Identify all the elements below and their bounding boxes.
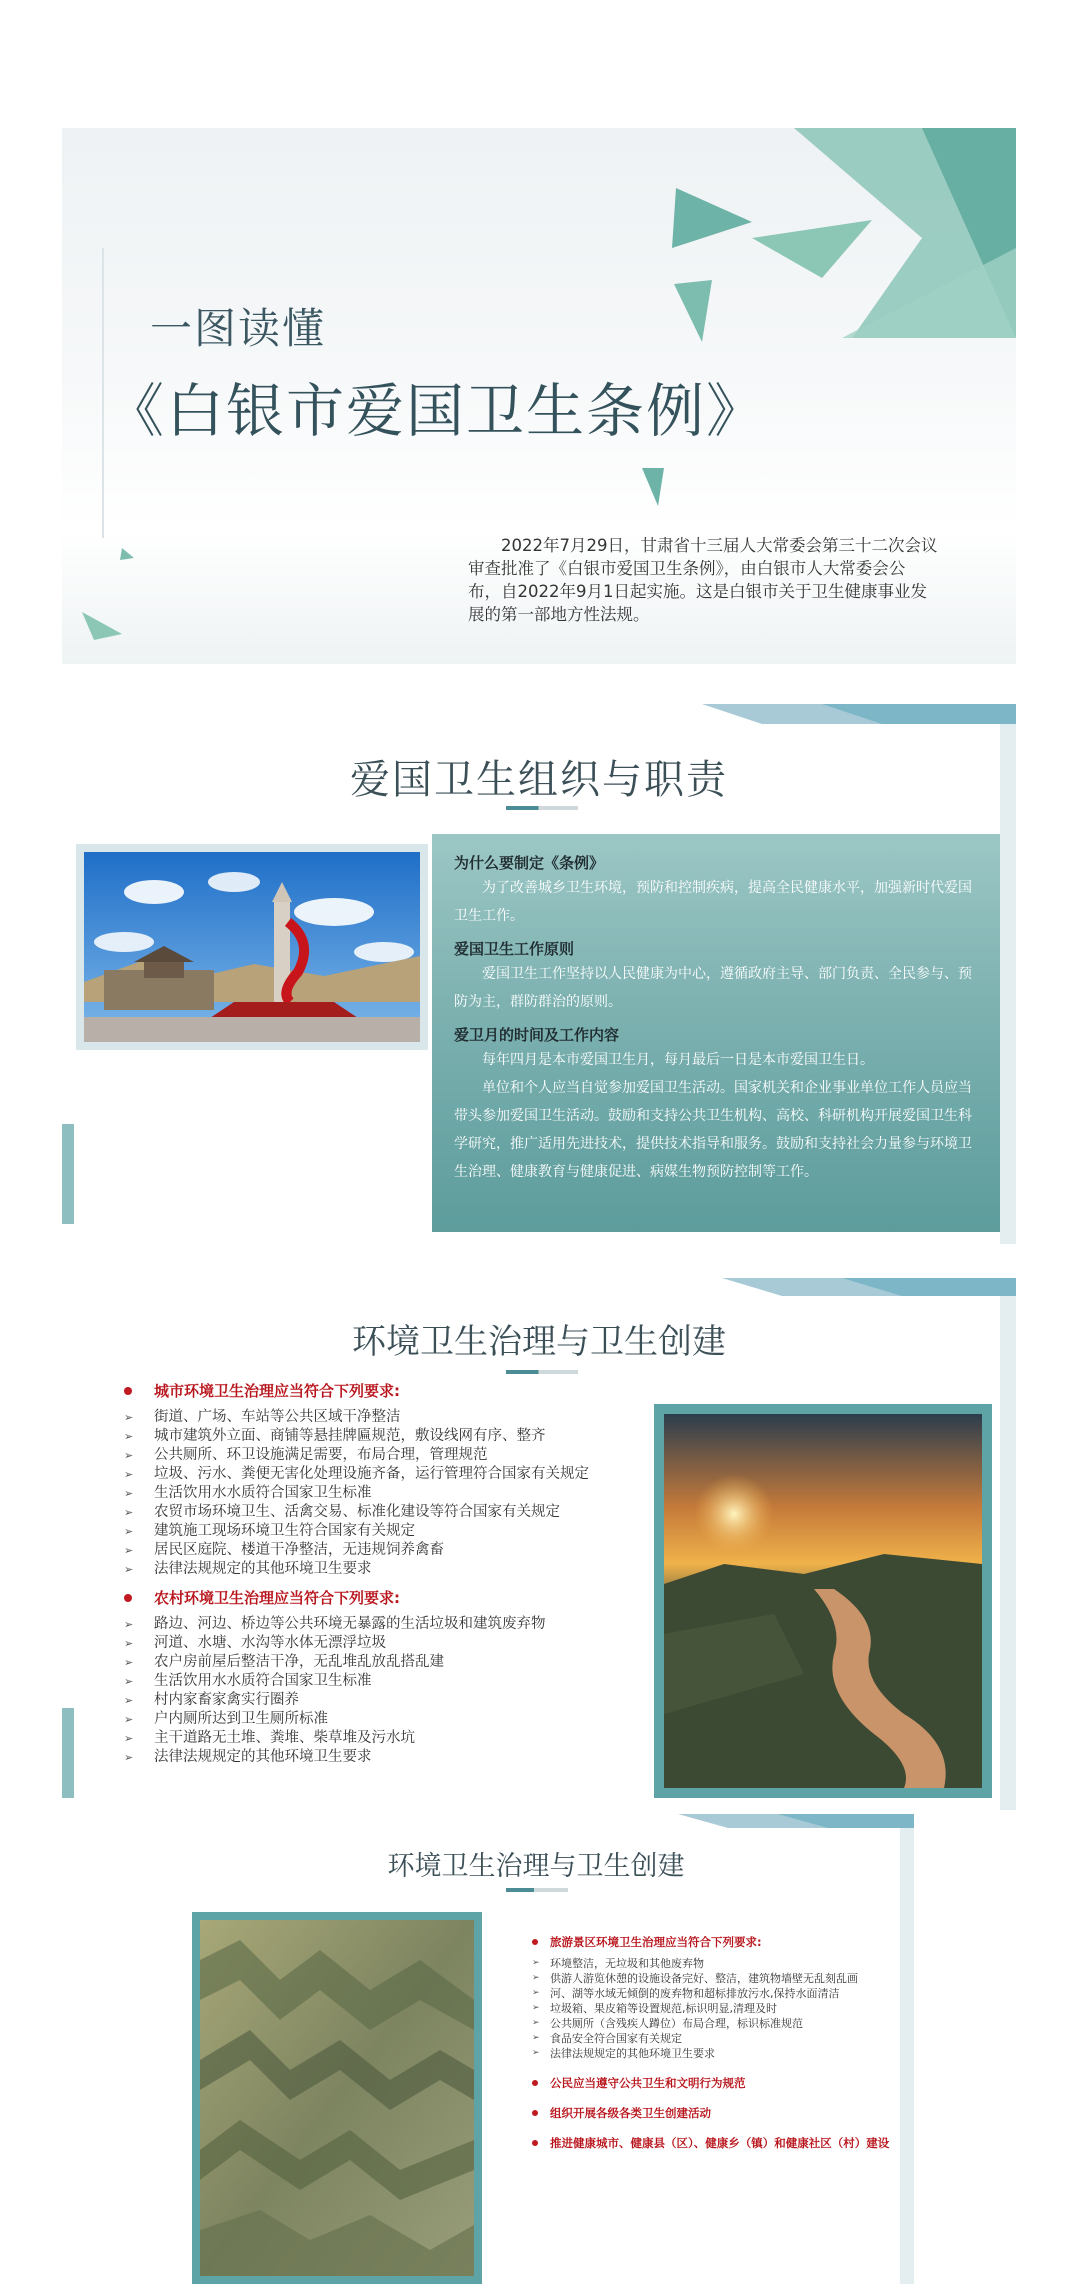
cover-title: 《白银市爱国卫生条例》 — [106, 377, 767, 445]
arrow-icon: ➢ — [532, 2003, 540, 2013]
title-underline — [506, 1370, 578, 1374]
urban-requirements-list — [116, 1408, 656, 1579]
arrow-icon: ➢ — [124, 1656, 134, 1669]
list-item: ➢ 河、湖等水域无倾倒的废弃物和超标排放污水,保持水面清洁 — [532, 1987, 840, 2000]
list-item: ➢ 法律法规规定的其他环境卫生要求 — [124, 1561, 372, 1577]
cover-slide — [62, 128, 1016, 664]
health-campaign-heading: 组织开展各级各类卫生创建活动 — [528, 2105, 896, 2121]
requirements-column — [116, 1380, 656, 1767]
civic-behavior-heading: 公民应当遵守公共卫生和文明行为规范 — [528, 2075, 896, 2091]
cover-lead-text: 2022年7月29日，甘肃省十三届人大常委会第三十二次会议审查批准了《白银市爱国卫生条例》，由白银市人大常委会公布，自2022年9月1日起实施。这是白银市关于卫生健康事业发展的第一部地方性法规。 — [468, 536, 938, 624]
canyon-photo-frame — [192, 1912, 482, 2284]
arrow-icon: ➢ — [124, 1751, 134, 1764]
arrow-icon: ➢ — [124, 1637, 134, 1650]
panel-text-principle: 爱国卫生工作坚持以人民健康为中心，遵循政府主导、部门负责、全民参与、预防为主，群防群治的原则。 — [454, 966, 972, 1010]
rural-requirements-list — [116, 1615, 656, 1767]
list-item: ➢ 农户房前屋后整洁干净，无乱堆乱放乱搭乱建 — [124, 1654, 444, 1670]
list-item: ➢ 垃圾箱、果皮箱等设置规范,标识明显,清理及时 — [532, 2002, 777, 2015]
list-item: ➢ 城市建筑外立面、商铺等悬挂牌匾规范，敷设线网有序、整齐 — [124, 1428, 546, 1444]
list-item: ➢ 生活饮用水水质符合国家卫生标准 — [124, 1485, 372, 1501]
arrow-icon: ➢ — [124, 1468, 134, 1481]
urban-requirements-heading: 城市环境卫生治理应当符合下列要求: — [116, 1380, 656, 1402]
arrow-icon: ➢ — [532, 2033, 540, 2043]
rural-requirements-heading: 农村环境卫生治理应当符合下列要求: — [116, 1587, 656, 1609]
arrow-icon: ➢ — [532, 2048, 540, 2058]
healthy-city-heading: 推进健康城市、健康县（区）、健康乡（镇）和健康社区（村）建设 — [528, 2135, 896, 2151]
list-item: ➢ 户内厕所达到卫生厕所标准 — [124, 1711, 328, 1727]
section-title: 爱国卫生组织与职责 — [350, 757, 728, 803]
panel-text-participation: 单位和个人应当自觉参加爱国卫生活动。国家机关和企业事业单位工作人员应当带头参加爱国卫生活动。鼓励和支持公共卫生机构、高校、科研机构开展爱国卫生科学研究，推广适用先进技术，提供技术指导和服务。鼓励和支持社会力量参与环境卫生治理、健康教育与健康促进、病媒生物预防控制等工作。 — [454, 1080, 972, 1180]
list-item: ➢ 食品安全符合国家有关规定 — [532, 2032, 682, 2045]
arrow-icon: ➢ — [532, 1988, 540, 1998]
info-panel — [432, 834, 1000, 1232]
arrow-icon: ➢ — [124, 1430, 134, 1443]
list-item: ➢ 主干道路无土堆、粪堆、柴草堆及污水坑 — [124, 1730, 415, 1746]
arrow-icon: ➢ — [124, 1487, 134, 1500]
panel-text-why: 为了改善城乡卫生环境，预防和控制疾病，提高全民健康水平，加强新时代爱国卫生工作。 — [454, 880, 972, 924]
arrow-icon: ➢ — [532, 2018, 540, 2028]
tourism-slide — [158, 1814, 914, 2284]
environment-slide — [62, 1278, 1016, 1810]
panel-heading-month: 爱卫月的时间及工作内容 — [454, 1026, 620, 1044]
arrow-icon: ➢ — [124, 1506, 134, 1519]
list-item: ➢ 公共厕所（含残疾人蹲位）布局合理，标识标准规范 — [532, 2017, 803, 2030]
list-item: ➢ 法律法规规定的其他环境卫生要求 — [532, 2047, 715, 2060]
list-item: ➢ 居民区庭院、楼道干净整洁，无违规饲养禽畜 — [124, 1542, 444, 1558]
title-underline — [506, 1888, 568, 1892]
list-item: ➢ 河道、水塘、水沟等水体无漂浮垃圾 — [124, 1635, 386, 1651]
list-item: ➢ 农贸市场环境卫生、活禽交易、标准化建设等符合国家有关规定 — [124, 1504, 560, 1520]
monument-photo — [84, 852, 420, 1042]
arrow-icon: ➢ — [124, 1544, 134, 1557]
organization-slide — [62, 704, 1016, 1244]
arrow-icon: ➢ — [124, 1694, 134, 1707]
arrow-icon: ➢ — [532, 1973, 540, 1983]
arrow-icon: ➢ — [124, 1411, 134, 1424]
list-item: ➢ 生活饮用水水质符合国家卫生标准 — [124, 1673, 372, 1689]
tourism-requirements-list — [528, 1956, 896, 2061]
list-item: ➢ 环境整洁，无垃圾和其他废弃物 — [532, 1957, 704, 1970]
list-item: ➢ 街道、广场、车站等公共区域干净整洁 — [124, 1409, 401, 1425]
section-title: 环境卫生治理与卫生创建 — [387, 1851, 685, 1882]
section-title: 环境卫生治理与卫生创建 — [352, 1322, 726, 1362]
river-photo-frame — [654, 1404, 992, 1798]
list-item: ➢ 村内家畜家禽实行圈养 — [124, 1692, 299, 1708]
arrow-icon: ➢ — [532, 1958, 540, 1968]
arrow-icon: ➢ — [124, 1732, 134, 1745]
panel-heading-principle: 爱国卫生工作原则 — [454, 940, 575, 958]
panel-heading-why: 为什么要制定《条例》 — [454, 854, 605, 872]
panel-text-month: 每年四月是本市爱国卫生月，每月最后一日是本市爱国卫生日。 — [482, 1052, 874, 1068]
list-item: ➢ 公共厕所、环卫设施满足需要，布局合理，管理规范 — [124, 1447, 488, 1463]
list-item: ➢ 路边、河边、桥边等公共环境无暴露的生活垃圾和建筑废弃物 — [124, 1616, 546, 1632]
tourism-requirements-column — [528, 1934, 896, 2151]
arrow-icon: ➢ — [124, 1618, 134, 1631]
list-item: ➢ 法律法规规定的其他环境卫生要求 — [124, 1749, 372, 1765]
list-item: ➢ 垃圾、污水、粪便无害化处理设施齐备，运行管理符合国家有关规定 — [124, 1466, 589, 1482]
canyon-landscape-photo — [200, 1920, 474, 2276]
arrow-icon: ➢ — [124, 1525, 134, 1538]
title-underline — [506, 806, 578, 810]
river-sunset-photo — [664, 1414, 982, 1788]
arrow-icon: ➢ — [124, 1449, 134, 1462]
list-item: ➢ 建筑施工现场环境卫生符合国家有关规定 — [124, 1523, 415, 1539]
cover-kicker: 一图读懂 — [150, 304, 327, 353]
tourism-requirements-heading: 旅游景区环境卫生治理应当符合下列要求: — [528, 1934, 896, 1950]
arrow-icon: ➢ — [124, 1563, 134, 1576]
monument-photo-frame — [76, 844, 428, 1050]
arrow-icon: ➢ — [124, 1713, 134, 1726]
list-item: ➢ 供游人游览休憩的设施设备完好、整洁，建筑物墙壁无乱刻乱画 — [532, 1972, 858, 1985]
arrow-icon: ➢ — [124, 1675, 134, 1688]
